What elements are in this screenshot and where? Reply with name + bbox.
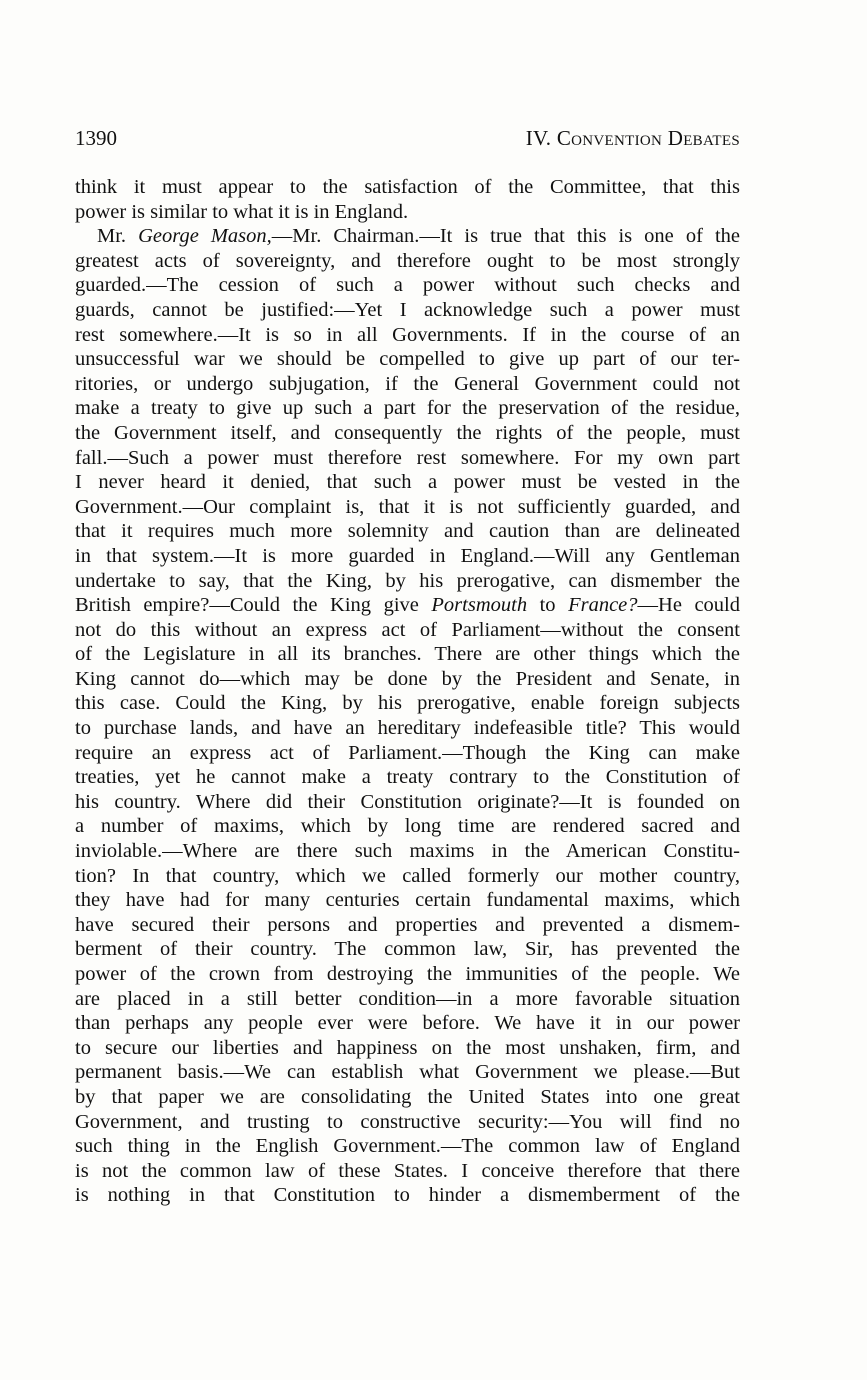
text-line: Government, and trusting to constructive security:—You will find no — [75, 1110, 740, 1133]
text-line: think it must appear to the satisfaction of the Committee, that this — [75, 176, 740, 198]
text-line: require an express act of Parliament.—Though the King can make — [75, 741, 740, 764]
running-head — [75, 126, 740, 156]
body-text — [75, 175, 740, 1208]
page-number: 1390 — [75, 126, 117, 150]
text-line: power of the crown from destroying the immunities of the people. We — [75, 963, 740, 985]
paragraph — [75, 224, 740, 1208]
text-line: of the Legislature in all its branches. There are other things which the — [75, 643, 740, 666]
text-line: fall.—Such a power must therefore rest somewhere. For my own part — [75, 446, 740, 469]
text-line: King cannot do—which may be done by the President and Senate, in — [75, 667, 740, 690]
text-line: have secured their persons and properties and prevented a dismem- — [75, 913, 740, 936]
text-line: inviolable.—Where are there such maxims in the American Constitu- — [75, 840, 740, 863]
text-line: treaties, yet he cannot make a treaty contrary to the Constitution of — [75, 766, 740, 789]
text-line: by that paper we are consolidating the United States into one great — [75, 1085, 740, 1108]
text-line: this case. Could the King, by his prerogative, enable foreign subjects — [75, 692, 740, 715]
text-line: the Government itself, and consequently the rights of the people, must — [75, 421, 740, 444]
text-line: than perhaps any people ever were before. We have it in our power — [75, 1012, 740, 1035]
text-line: make a treaty to give up such a part for the preservation of the residue, — [75, 397, 740, 420]
text-line: guarded.—The cession of such a power without such checks and — [75, 274, 740, 297]
text-line: tion? In that country, which we called formerly our mother country, — [75, 864, 740, 887]
text-line: that it requires much more solemnity and caution than are delineated — [75, 520, 740, 543]
text-line: unsuccessful war we should be compelled to give up part of our ter- — [75, 348, 740, 371]
text-line: I never heard it denied, that such a power must be vested in the — [75, 471, 740, 494]
text-line: not do this without an express act of Parliament—without the consent — [75, 618, 740, 641]
text-line: greatest acts of sovereignty, and therefore ought to be most strongly — [75, 249, 740, 272]
italic-text: George Mason, — [138, 225, 272, 248]
paragraph — [75, 175, 740, 224]
text-line: British empire?—Could the King give Portsmouth to France?—He could — [75, 594, 740, 617]
section-title: IV. Convention Debates — [525, 126, 740, 150]
text-line: ritories, or undergo subjugation, if the General Government could not — [75, 372, 740, 395]
text-line: berment of their country. The common law, Sir, has prevented the — [75, 938, 740, 961]
text-line: they have had for many centuries certain fundamental maxims, which — [75, 889, 740, 912]
italic-text: Portsmouth — [431, 594, 528, 617]
text-line: undertake to say, that the King, by his prerogative, can dismember the — [75, 569, 740, 592]
text-line: his country. Where did their Constitution originate?—It is founded on — [75, 790, 740, 813]
text-line: Mr. George Mason,—Mr. Chairman.—It is true that this is one of the — [97, 225, 740, 248]
text-line: power is similar to what it is in England. — [75, 200, 409, 223]
text-line: permanent basis.—We can establish what Government we please.—But — [75, 1061, 740, 1084]
text-line: guards, cannot be justified:—Yet I acknowledge such a power must — [75, 298, 740, 321]
text-line: to purchase lands, and have an hereditary indefeasible title? This would — [75, 717, 740, 740]
text-line: Government.—Our complaint is, that it is not sufficiently guarded, and — [75, 495, 740, 518]
text-line: is not the common law of these States. I conceive therefore that there — [75, 1159, 740, 1182]
text-line: a number of maxims, which by long time are rendered sacred and — [75, 815, 740, 838]
text-line: rest somewhere.—It is so in all Governments. If in the course of an — [75, 323, 740, 346]
text-line: such thing in the English Government.—The common law of England — [75, 1135, 740, 1158]
text-line: in that system.—It is more guarded in England.—Will any Gentleman — [75, 544, 740, 567]
italic-text: France? — [568, 594, 638, 617]
text-line: to secure our liberties and happiness on the most unshaken, firm, and — [75, 1036, 740, 1059]
text-line: are placed in a still better condition—in a more favorable situation — [75, 987, 740, 1010]
text-line: is nothing in that Constitution to hinder a dismemberment of the — [75, 1184, 740, 1207]
